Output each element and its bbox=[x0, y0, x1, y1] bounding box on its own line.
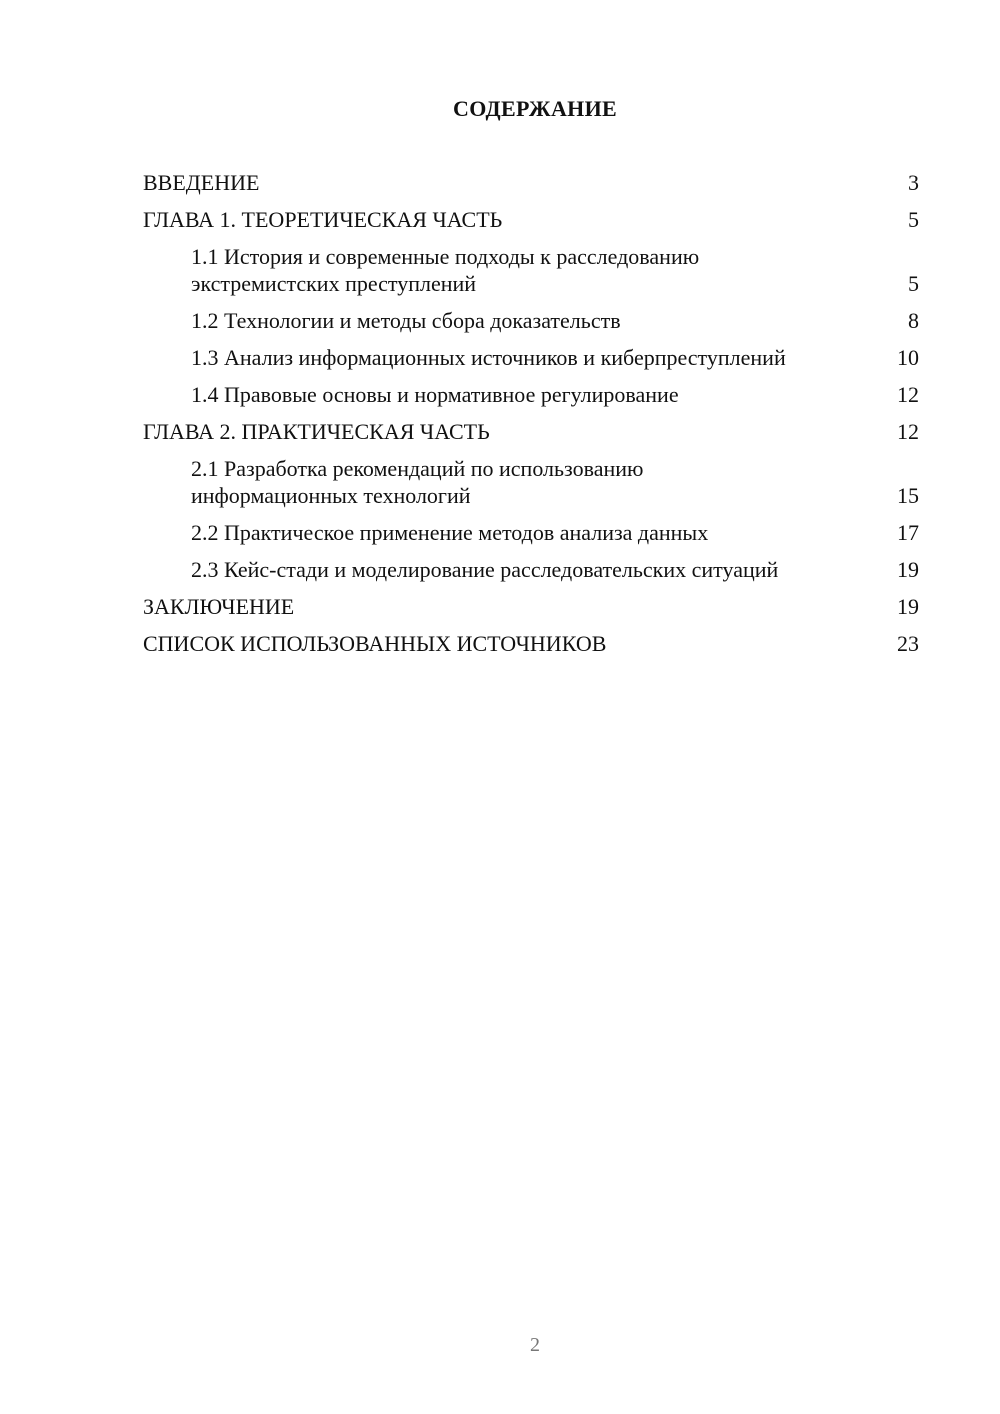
toc-entry-page: 15 bbox=[897, 483, 919, 508]
toc-entry-title: СПИСОК ИСПОЛЬЗОВАННЫХ ИСТОЧНИКОВ bbox=[143, 631, 607, 656]
toc-entry-page: 5 bbox=[908, 207, 919, 232]
toc-entry-title: ЗАКЛЮЧЕНИЕ bbox=[143, 594, 295, 619]
toc-entry-title: 2.1 Разработка рекомендаций по использованию информационных технологий bbox=[191, 456, 644, 508]
toc-entry-page: 17 bbox=[897, 520, 919, 545]
toc-entry-page: 5 bbox=[908, 271, 919, 296]
table-of-contents bbox=[143, 169, 919, 667]
toc-entry-section-1-4[interactable] bbox=[143, 381, 919, 408]
toc-entry-page: 19 bbox=[897, 594, 919, 619]
page-title: СОДЕРЖАНИЕ bbox=[453, 96, 617, 121]
toc-entry-title: 2.3 Кейс-стади и моделирование расследовательских ситуаций bbox=[191, 557, 779, 582]
toc-entry-introduction[interactable] bbox=[143, 169, 919, 196]
page-number: 2 bbox=[530, 1334, 540, 1356]
toc-entry-title: 1.3 Анализ информационных источников и киберпреступлений bbox=[191, 345, 786, 370]
toc-entry-page: 10 bbox=[897, 345, 919, 370]
toc-entry-title: 1.2 Технологии и методы сбора доказательств bbox=[191, 308, 621, 333]
toc-entry-title: 1.4 Правовые основы и нормативное регулирование bbox=[191, 382, 679, 407]
toc-entry-title: 2.2 Практическое применение методов анализа данных bbox=[191, 520, 709, 545]
toc-entry-title: ВВЕДЕНИЕ bbox=[143, 170, 260, 195]
toc-entry-conclusion[interactable] bbox=[143, 593, 919, 620]
toc-entry-section-2-1[interactable] bbox=[143, 455, 919, 509]
toc-entry-references[interactable] bbox=[143, 630, 919, 657]
toc-entry-section-2-2[interactable] bbox=[143, 519, 919, 546]
toc-entry-chapter-1[interactable] bbox=[143, 206, 919, 233]
toc-entry-page: 8 bbox=[908, 308, 919, 333]
toc-entry-section-1-2[interactable] bbox=[143, 307, 919, 334]
toc-entry-page: 3 bbox=[908, 170, 919, 195]
toc-entry-page: 23 bbox=[897, 631, 919, 656]
toc-entry-title: 1.1 История и современные подходы к расследованию экстремистских преступлений bbox=[191, 244, 700, 296]
toc-entry-section-1-3[interactable] bbox=[143, 344, 919, 371]
toc-entry-page: 19 bbox=[897, 557, 919, 582]
toc-entry-page: 12 bbox=[897, 382, 919, 407]
toc-entry-chapter-2[interactable] bbox=[143, 418, 919, 445]
toc-entry-section-2-3[interactable] bbox=[143, 556, 919, 583]
toc-entry-page: 12 bbox=[897, 419, 919, 444]
toc-entry-title: ГЛАВА 2. ПРАКТИЧЕСКАЯ ЧАСТЬ bbox=[143, 419, 490, 444]
toc-entry-title: ГЛАВА 1. ТЕОРЕТИЧЕСКАЯ ЧАСТЬ bbox=[143, 207, 503, 232]
toc-entry-section-1-1[interactable] bbox=[143, 243, 919, 297]
